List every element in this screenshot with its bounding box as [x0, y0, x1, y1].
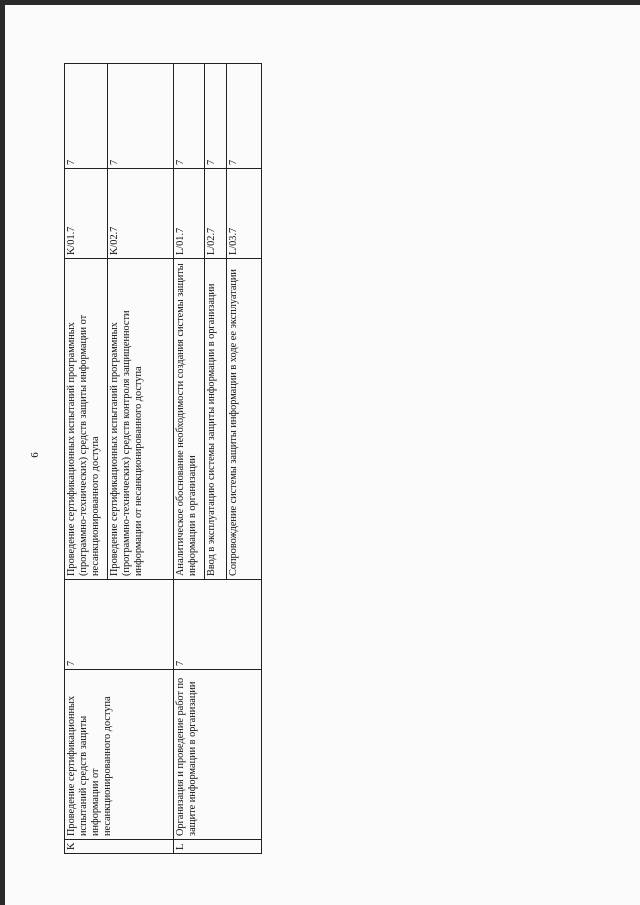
function-name-cell: Проведение сертификационных испытаний средств защиты информации от несанкционированного доступа	[65, 670, 174, 840]
subfunction-code-cell: L/03.7	[226, 169, 261, 259]
subfunction-name-cell: Ввод в эксплуатацию системы защиты информации в организации	[205, 259, 226, 580]
table-row	[174, 64, 205, 854]
page-number: 6	[29, 452, 41, 458]
subfunction-code-cell: L/01.7	[174, 169, 205, 259]
labor-functions-table	[64, 63, 262, 854]
function-name-cell: Организация и проведение работ по защите информации в организации	[174, 670, 262, 840]
subfunction-level-cell: 7	[65, 64, 108, 169]
subfunction-level-cell: 7	[108, 64, 174, 169]
function-level-cell: 7	[65, 580, 174, 670]
table-row	[65, 64, 108, 854]
subfunction-level-cell: 7	[174, 64, 205, 169]
subfunction-code-cell: L/02.7	[205, 169, 226, 259]
function-code-cell: L	[174, 840, 262, 854]
subfunction-level-cell: 7	[205, 64, 226, 169]
rotated-table-container	[64, 64, 262, 854]
scan-edge-top	[0, 0, 640, 5]
subfunction-level-cell: 7	[226, 64, 261, 169]
function-code-cell: K	[65, 840, 174, 854]
subfunction-name-cell: Сопровождение системы защиты информации в ходе ее эксплуатации	[226, 259, 261, 580]
subfunction-code-cell: K/02.7	[108, 169, 174, 259]
subfunction-name-cell: Проведение сертификационных испытаний программных (программно-технических) средств защиты информации от несанкционированного доступа	[65, 259, 108, 580]
subfunction-name-cell: Проведение сертификационных испытаний программных (программно-технических) средств контроля защищенности информации от несанкционированного доступа	[108, 259, 174, 580]
subfunction-code-cell: K/01.7	[65, 169, 108, 259]
function-level-cell: 7	[174, 580, 262, 670]
subfunction-name-cell: Аналитическое обоснование необходимости создания системы защиты информации в организации	[174, 259, 205, 580]
scan-edge-left	[0, 0, 5, 905]
